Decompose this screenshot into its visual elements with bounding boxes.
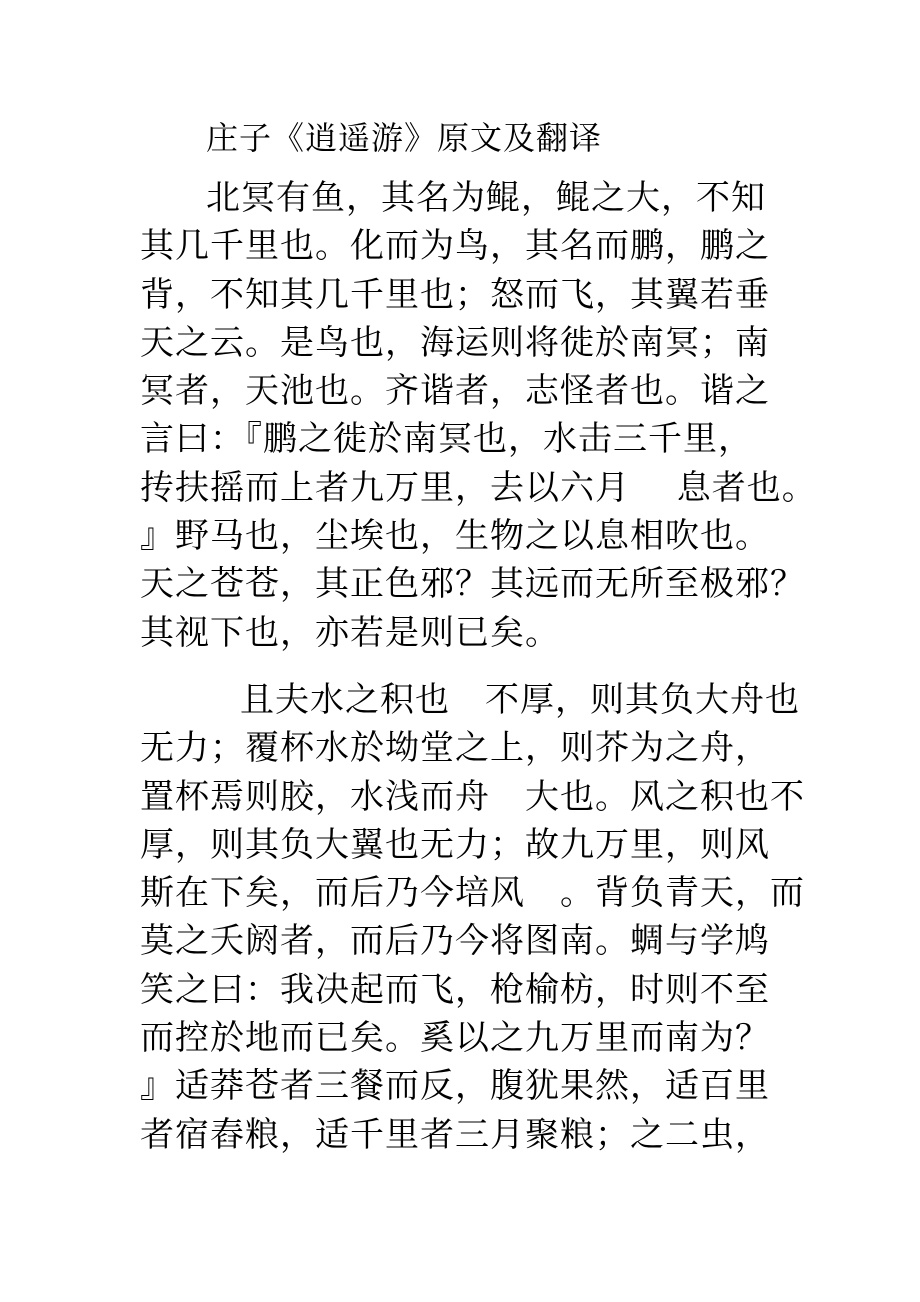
paragraph-line: 斯在下矣，而后乃今培风 。背负青天，而 [140, 873, 805, 914]
paragraph-line: 者宿舂粮，适千里者三月聚粮；之二虫， [140, 1114, 770, 1155]
paragraph-line: 莫之夭阏者，而后乃今将图南。蜩与学鸠 [140, 921, 770, 962]
paragraph-line: 背，不知其几千里也；怒而飞，其翼若垂 [140, 274, 770, 315]
paragraph-line: 』适莽苍者三餐而反，腹犹果然，适百里 [140, 1066, 770, 1107]
paragraph-1 [140, 174, 820, 657]
paragraph-line: 无力；覆杯水於坳堂之上，则芥为之舟， [140, 728, 770, 769]
paragraph-line: 其视下也，亦若是则已矣。 [140, 612, 560, 653]
paragraph-line: 置杯焉则胶，水浅而舟 大也。风之积也不 [140, 776, 805, 817]
paragraph-line: 天之云。是鸟也，海运则将徙於南冥；南 [140, 322, 770, 363]
paragraph-line: 抟扶摇而上者九万里，去以六月 息者也。 [140, 467, 817, 508]
paragraph-line: 言曰：『鹏之徙於南冥也，水击三千里， [140, 419, 753, 460]
paragraph-line: 』野马也，尘埃也，生物之以息相吹也。 [140, 516, 770, 557]
paragraph-line: 厚，则其负大翼也无力；故九万里，则风 [140, 824, 770, 865]
paragraph-line: 北冥有鱼，其名为鲲，鲲之大，不知 [206, 178, 766, 218]
paragraph-line: 天之苍苍，其正色邪？其远而无所至极邪？ [140, 564, 805, 605]
paragraph-2 [140, 676, 820, 1159]
paragraph-line: 而控於地而已矣。奚以之九万里而南为？ [140, 1018, 770, 1059]
paragraph-line: 笑之曰：我决起而飞，枪榆枋，时则不至 [140, 969, 770, 1010]
document-title: 庄子《逍遥游》原文及翻译 [206, 119, 603, 157]
paragraph-line: 冥者，天池也。齐谐者，志怪者也。谐之 [140, 371, 770, 412]
paragraph-line: 其几千里也。化而为鸟，其名而鹏，鹏之 [140, 226, 770, 267]
paragraph-line: 且夫水之积也 不厚，则其负大舟也 [240, 680, 800, 720]
